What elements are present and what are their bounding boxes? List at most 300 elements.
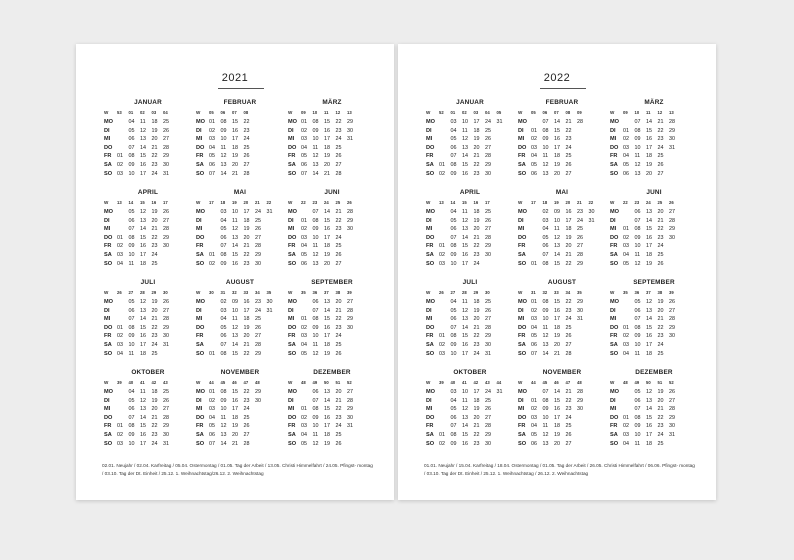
day-cell: 04 bbox=[128, 389, 135, 395]
week-number: 19 bbox=[554, 199, 559, 205]
week-number: 12 bbox=[657, 109, 663, 115]
day-cell: 08 bbox=[220, 251, 227, 258]
weekday-label: SO bbox=[518, 440, 527, 447]
day-cell: 06 bbox=[450, 316, 457, 323]
day-cell: 01 bbox=[209, 119, 215, 125]
day-cell: 24 bbox=[151, 440, 158, 447]
day-cell: 23 bbox=[335, 226, 342, 233]
weekday-row bbox=[518, 135, 589, 144]
week-number-row bbox=[518, 198, 600, 208]
day-cell: 26 bbox=[485, 406, 491, 413]
day-cell: 28 bbox=[163, 226, 169, 233]
month-block bbox=[104, 278, 192, 358]
week-number: 04 bbox=[163, 109, 168, 115]
day-cell: 22 bbox=[657, 324, 664, 331]
day-cell: 19 bbox=[243, 226, 250, 233]
week-number: 42 bbox=[473, 379, 479, 385]
day-cell: 17 bbox=[243, 209, 250, 215]
day-cell: 25 bbox=[255, 316, 261, 323]
weekday-label: FR bbox=[196, 333, 204, 340]
day-cell bbox=[623, 315, 635, 324]
day-cell: 16 bbox=[140, 431, 146, 438]
day-cell: 31 bbox=[588, 217, 595, 224]
day-cell: 17 bbox=[140, 341, 146, 348]
weekday-label: MO bbox=[518, 299, 528, 305]
day-cell: 07 bbox=[450, 324, 457, 331]
day-cell: 18 bbox=[232, 144, 238, 151]
week-number: 44 bbox=[531, 379, 536, 385]
day-cell: 22 bbox=[565, 127, 572, 134]
week-number: 23 bbox=[634, 199, 640, 205]
weekday-label: SO bbox=[196, 170, 205, 177]
day-cell: 06 bbox=[312, 299, 319, 305]
weekday-label: SO bbox=[518, 260, 527, 267]
week-number: 15 bbox=[462, 199, 467, 205]
week-number: 15 bbox=[140, 199, 145, 205]
day-cell: 11 bbox=[232, 316, 238, 323]
day-cell: 23 bbox=[657, 423, 664, 430]
day-cell bbox=[669, 260, 681, 269]
week-number: 22 bbox=[266, 199, 272, 205]
day-cell: 17 bbox=[324, 136, 330, 143]
day-cell: 28 bbox=[485, 234, 491, 241]
day-cell: 24 bbox=[255, 307, 261, 314]
day-cell: 22 bbox=[243, 350, 250, 357]
weekday-row bbox=[104, 298, 175, 307]
day-cell: 18 bbox=[565, 226, 572, 233]
day-cell: 19 bbox=[243, 324, 250, 331]
day-cell: 24 bbox=[243, 136, 250, 143]
day-cell: 20 bbox=[473, 316, 480, 323]
weekday-label: FR bbox=[610, 333, 618, 340]
day-cell: 13 bbox=[232, 333, 238, 340]
month-table bbox=[518, 288, 589, 358]
week-label: W bbox=[196, 199, 201, 205]
day-cell: 05 bbox=[634, 389, 641, 395]
weekday-row bbox=[518, 422, 589, 431]
day-cell: 31 bbox=[266, 209, 273, 215]
day-cell: 30 bbox=[163, 243, 169, 250]
day-cell: 05 bbox=[301, 440, 307, 447]
week-number-row bbox=[196, 108, 255, 118]
day-cell: 19 bbox=[151, 299, 158, 305]
day-cell: 17 bbox=[554, 414, 560, 421]
day-cell: 06 bbox=[634, 209, 641, 215]
day-cell: 30 bbox=[266, 299, 273, 305]
day-cell: 06 bbox=[531, 341, 537, 348]
day-cell: 01 bbox=[301, 406, 307, 413]
weekday-row bbox=[196, 135, 255, 144]
day-cell: 04 bbox=[531, 153, 537, 160]
weekday-label: DI bbox=[196, 307, 202, 314]
day-cell: 23 bbox=[335, 127, 342, 134]
week-number: 26 bbox=[347, 199, 352, 205]
weekday-label: MI bbox=[610, 226, 617, 233]
day-cell: 28 bbox=[669, 119, 675, 125]
week-number: 09 bbox=[577, 109, 582, 115]
day-cell: 23 bbox=[335, 324, 342, 331]
weekday-label: MO bbox=[104, 209, 114, 215]
day-cell: 31 bbox=[163, 440, 169, 447]
month-block bbox=[518, 98, 606, 178]
day-cell bbox=[623, 118, 635, 127]
day-cell: 20 bbox=[657, 397, 664, 404]
weekday-row bbox=[518, 161, 589, 170]
day-cell: 26 bbox=[485, 307, 491, 314]
weekday-row bbox=[426, 341, 497, 350]
day-cell: 28 bbox=[565, 350, 572, 357]
weekday-label: MO bbox=[426, 299, 436, 305]
month-block bbox=[196, 368, 284, 448]
week-number: 21 bbox=[255, 199, 260, 205]
week-number: 26 bbox=[117, 289, 122, 295]
day-cell: 01 bbox=[209, 251, 215, 258]
month-block bbox=[288, 368, 376, 448]
day-cell bbox=[255, 431, 267, 440]
weekday-label: MI bbox=[196, 316, 203, 323]
day-cell: 29 bbox=[577, 397, 583, 404]
weekday-row bbox=[426, 422, 508, 431]
day-cell: 22 bbox=[657, 414, 664, 421]
day-cell: 23 bbox=[151, 333, 158, 340]
day-cell: 12 bbox=[646, 299, 652, 305]
day-cell: 12 bbox=[462, 406, 468, 413]
week-number: 08 bbox=[243, 109, 249, 115]
week-number-row bbox=[104, 378, 175, 388]
day-cell: 30 bbox=[669, 333, 675, 340]
day-cell: 27 bbox=[163, 136, 169, 143]
weekday-label: FR bbox=[610, 243, 618, 250]
weekday-row bbox=[288, 388, 359, 397]
day-cell bbox=[497, 405, 509, 414]
day-cell: 12 bbox=[312, 440, 319, 447]
day-cell: 03 bbox=[623, 243, 629, 250]
day-cell: 11 bbox=[220, 414, 227, 421]
day-cell: 06 bbox=[542, 243, 549, 250]
day-cell: 30 bbox=[255, 397, 261, 404]
weekday-label: MO bbox=[518, 209, 528, 215]
month-name: DEZEMBER bbox=[313, 369, 351, 376]
day-cell: 26 bbox=[565, 161, 572, 168]
week-number: 44 bbox=[209, 379, 214, 385]
weekday-row bbox=[196, 324, 278, 333]
weekday-label: MO bbox=[610, 209, 620, 215]
weekday-row bbox=[518, 127, 589, 136]
day-cell: 08 bbox=[450, 161, 457, 168]
day-cell: 23 bbox=[151, 243, 158, 250]
day-cell: 11 bbox=[554, 226, 560, 233]
day-cell: 03 bbox=[117, 170, 123, 177]
day-cell bbox=[163, 350, 175, 359]
week-number: 24 bbox=[324, 199, 329, 205]
day-cell: 10 bbox=[312, 234, 319, 241]
day-cell: 06 bbox=[531, 170, 537, 177]
weekday-row bbox=[610, 388, 681, 397]
weekday-row bbox=[518, 350, 589, 359]
day-cell bbox=[209, 298, 221, 307]
day-cell: 12 bbox=[140, 397, 146, 404]
day-cell: 21 bbox=[151, 414, 158, 421]
day-cell: 05 bbox=[450, 136, 457, 143]
weekday-label: DI bbox=[426, 307, 432, 314]
day-cell bbox=[347, 242, 359, 251]
week-number: 33 bbox=[243, 289, 249, 295]
day-cell: 11 bbox=[634, 153, 641, 160]
weekday-row bbox=[518, 315, 589, 324]
day-cell: 29 bbox=[163, 234, 169, 241]
day-cell bbox=[439, 234, 451, 243]
day-cell: 21 bbox=[554, 350, 560, 357]
week-number: 47 bbox=[565, 379, 571, 385]
weekday-label: DO bbox=[518, 234, 527, 241]
day-cell bbox=[439, 405, 451, 414]
day-cell bbox=[255, 440, 267, 449]
day-cell: 27 bbox=[255, 333, 261, 340]
week-label: W bbox=[426, 109, 431, 115]
weekday-label: FR bbox=[104, 423, 112, 430]
day-cell bbox=[301, 298, 313, 307]
day-cell: 21 bbox=[243, 341, 250, 348]
day-cell: 23 bbox=[473, 341, 480, 348]
day-cell: 24 bbox=[565, 414, 572, 421]
week-label: W bbox=[518, 379, 523, 385]
day-cell bbox=[117, 208, 129, 217]
day-cell: 11 bbox=[220, 144, 227, 151]
weekday-label: SO bbox=[196, 260, 205, 267]
weekday-label: DI bbox=[288, 397, 294, 404]
month-table bbox=[610, 198, 681, 268]
day-cell: 14 bbox=[542, 350, 549, 357]
week-number: 22 bbox=[623, 199, 628, 205]
day-cell: 05 bbox=[209, 423, 215, 430]
day-cell: 04 bbox=[531, 324, 537, 331]
weekday-label: DI bbox=[104, 397, 110, 404]
day-cell: 02 bbox=[209, 260, 215, 267]
day-cell: 28 bbox=[255, 243, 261, 250]
day-cell: 08 bbox=[220, 119, 227, 125]
day-cell: 25 bbox=[485, 127, 491, 134]
day-cell: 10 bbox=[220, 406, 227, 413]
week-number: 50 bbox=[646, 379, 651, 385]
day-cell bbox=[267, 225, 279, 234]
day-cell: 27 bbox=[485, 316, 491, 323]
weekday-row bbox=[426, 332, 497, 341]
week-number-row bbox=[196, 288, 278, 298]
day-cell: 21 bbox=[657, 406, 664, 413]
day-cell: 20 bbox=[151, 217, 158, 224]
day-cell: 20 bbox=[335, 299, 342, 305]
day-cell bbox=[267, 324, 279, 333]
week-label: W bbox=[426, 289, 431, 295]
weekday-row bbox=[196, 315, 278, 324]
day-cell: 08 bbox=[128, 153, 135, 160]
week-number: 37 bbox=[324, 289, 329, 295]
weekday-row bbox=[610, 260, 681, 269]
week-number: 35 bbox=[301, 289, 306, 295]
day-cell: 26 bbox=[163, 397, 169, 404]
day-cell: 06 bbox=[312, 389, 319, 395]
day-cell: 11 bbox=[634, 350, 641, 357]
day-cell bbox=[623, 405, 635, 414]
day-cell: 09 bbox=[312, 127, 319, 134]
day-cell: 17 bbox=[646, 144, 652, 151]
weekday-row bbox=[288, 208, 359, 217]
day-cell: 07 bbox=[634, 217, 641, 224]
week-label: W bbox=[288, 289, 293, 295]
day-cell: 10 bbox=[128, 170, 135, 177]
day-cell bbox=[531, 234, 543, 243]
day-cell: 02 bbox=[531, 307, 537, 314]
day-cell bbox=[209, 332, 221, 341]
day-cell: 19 bbox=[324, 440, 330, 447]
day-cell: 31 bbox=[347, 423, 353, 430]
day-cell: 13 bbox=[542, 341, 549, 348]
weekday-row bbox=[104, 324, 175, 333]
weekday-label: MO bbox=[426, 119, 436, 125]
day-cell: 29 bbox=[347, 316, 353, 323]
day-cell: 01 bbox=[209, 350, 215, 357]
day-cell: 14 bbox=[646, 119, 652, 125]
day-cell bbox=[577, 332, 589, 341]
week-number: 04 bbox=[485, 109, 490, 115]
weekday-label: MI bbox=[610, 406, 617, 413]
day-cell: 23 bbox=[657, 136, 664, 143]
month-table bbox=[196, 108, 255, 178]
day-cell: 25 bbox=[335, 341, 342, 348]
weekday-row bbox=[518, 431, 589, 440]
day-cell bbox=[347, 170, 359, 179]
day-cell: 09 bbox=[634, 423, 641, 430]
day-cell: 04 bbox=[301, 341, 307, 348]
day-cell: 01 bbox=[531, 260, 537, 267]
day-cell: 27 bbox=[163, 406, 169, 413]
day-cell: 16 bbox=[324, 324, 330, 331]
weekday-label: DI bbox=[288, 307, 294, 314]
day-cell: 26 bbox=[163, 209, 169, 215]
weekday-label: MI bbox=[288, 226, 295, 233]
weekday-label: FR bbox=[426, 243, 434, 250]
day-cell bbox=[497, 144, 509, 153]
day-cell: 27 bbox=[485, 144, 491, 151]
day-cell: 07 bbox=[312, 397, 319, 404]
day-cell: 24 bbox=[473, 350, 480, 357]
day-cell: 12 bbox=[542, 161, 549, 168]
weekday-label: MO bbox=[518, 389, 528, 395]
day-cell: 12 bbox=[232, 226, 238, 233]
day-cell: 10 bbox=[462, 119, 468, 125]
day-cell: 16 bbox=[324, 226, 330, 233]
weekday-label: SA bbox=[610, 161, 618, 168]
day-cell: 22 bbox=[335, 119, 342, 125]
day-cell: 20 bbox=[324, 260, 330, 267]
day-cell: 25 bbox=[577, 226, 583, 233]
week-number-row bbox=[426, 108, 508, 118]
day-cell: 04 bbox=[209, 414, 215, 421]
day-cell: 17 bbox=[140, 170, 146, 177]
day-cell: 09 bbox=[450, 341, 457, 348]
day-cell: 18 bbox=[324, 144, 330, 151]
day-cell: 27 bbox=[243, 161, 250, 168]
day-cell: 22 bbox=[565, 397, 572, 404]
month-block bbox=[104, 368, 192, 448]
day-cell: 30 bbox=[669, 136, 675, 143]
day-cell: 29 bbox=[255, 251, 261, 258]
weekday-row bbox=[518, 397, 589, 406]
day-cell: 26 bbox=[163, 299, 169, 305]
day-cell: 21 bbox=[324, 170, 330, 177]
day-cell: 31 bbox=[577, 316, 583, 323]
day-cell: 07 bbox=[450, 153, 457, 160]
day-cell: 08 bbox=[312, 406, 319, 413]
week-label: W bbox=[518, 109, 523, 115]
month-block bbox=[426, 368, 514, 448]
month-block bbox=[518, 188, 606, 268]
day-cell: 01 bbox=[301, 316, 307, 323]
day-cell: 28 bbox=[669, 217, 675, 224]
month-table bbox=[288, 108, 359, 178]
day-cell: 19 bbox=[657, 299, 664, 305]
weekday-label: SO bbox=[104, 440, 113, 447]
day-cell bbox=[267, 260, 279, 269]
weekday-label: FR bbox=[426, 333, 434, 340]
day-cell: 07 bbox=[634, 316, 641, 323]
week-number: 53 bbox=[117, 109, 122, 115]
day-cell: 20 bbox=[243, 234, 250, 241]
weekday-label: MI bbox=[288, 406, 295, 413]
month-table bbox=[288, 288, 359, 358]
day-cell bbox=[439, 217, 451, 226]
day-cell: 14 bbox=[140, 316, 146, 323]
day-cell: 29 bbox=[485, 333, 491, 340]
day-cell: 10 bbox=[450, 260, 457, 267]
day-cell: 19 bbox=[554, 431, 560, 438]
day-cell: 04 bbox=[128, 119, 135, 125]
day-cell: 12 bbox=[220, 423, 227, 430]
weekday-label: MO bbox=[426, 209, 436, 215]
week-number: 52 bbox=[669, 379, 674, 385]
day-cell: 16 bbox=[646, 136, 652, 143]
weekday-label: MO bbox=[610, 119, 620, 125]
day-cell: 22 bbox=[151, 423, 158, 430]
day-cell: 21 bbox=[565, 251, 572, 258]
day-cell bbox=[267, 315, 279, 324]
day-cell: 14 bbox=[554, 389, 560, 395]
weekday-label: DO bbox=[426, 324, 435, 331]
weekday-label: DO bbox=[288, 414, 297, 421]
year-title: 2022 bbox=[543, 72, 571, 84]
weekday-row bbox=[196, 242, 278, 251]
day-cell: 07 bbox=[450, 423, 457, 430]
week-number: 25 bbox=[335, 199, 341, 205]
day-cell: 16 bbox=[554, 307, 560, 314]
day-cell: 25 bbox=[243, 144, 250, 151]
day-cell: 05 bbox=[531, 161, 537, 168]
day-cell: 23 bbox=[657, 333, 664, 340]
weekday-row bbox=[196, 127, 255, 136]
day-cell: 13 bbox=[554, 243, 560, 250]
week-number-row bbox=[518, 108, 589, 118]
day-cell: 12 bbox=[462, 307, 468, 314]
day-cell bbox=[577, 135, 589, 144]
week-number: 45 bbox=[542, 379, 548, 385]
day-cell: 25 bbox=[565, 153, 572, 160]
day-cell: 27 bbox=[565, 440, 572, 447]
day-cell: 13 bbox=[220, 161, 227, 168]
day-cell: 08 bbox=[634, 127, 641, 134]
day-cell: 14 bbox=[462, 234, 468, 241]
weekday-row bbox=[104, 260, 175, 269]
week-number: 46 bbox=[232, 379, 237, 385]
